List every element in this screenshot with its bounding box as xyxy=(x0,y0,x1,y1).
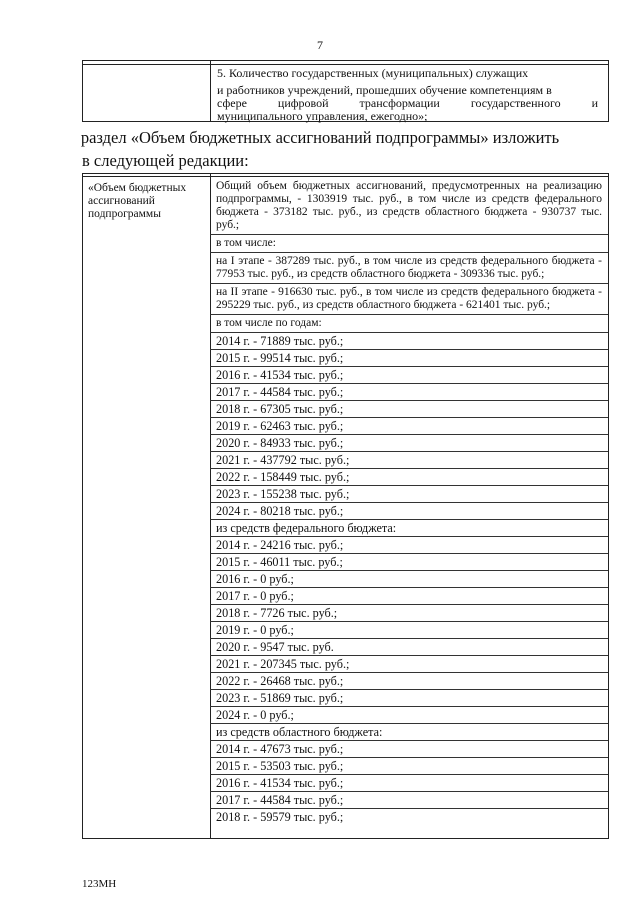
federal-year-row: 2017 г. - 0 руб.; xyxy=(210,587,608,604)
column-divider xyxy=(210,61,211,121)
budget-label: «Объем бюджетных ассигнований подпрограммы xyxy=(88,182,187,220)
indicator-line-1: 5. Количество государственных (муниципальных) служащих xyxy=(217,66,529,80)
year-total-row: 2019 г. - 62463 тыс. руб.; xyxy=(210,417,608,434)
previous-table-fragment xyxy=(82,60,609,122)
federal-year-row: 2020 г. - 9547 тыс. руб. xyxy=(210,638,608,655)
year-total-row: 2016 г. - 41534 тыс. руб.; xyxy=(210,366,608,383)
table-top-rule xyxy=(83,64,608,65)
footer-code: 123МН xyxy=(82,878,117,890)
budget-paragraph: в том числе по годам: xyxy=(210,314,608,332)
federal-year-row: 2019 г. - 0 руб.; xyxy=(210,621,608,638)
intro-line-2: в следующей редакции: xyxy=(82,151,249,170)
federal-year-row: 2024 г. - 0 руб.; xyxy=(210,706,608,723)
year-total-row: 2023 г. - 155238 тыс. руб.; xyxy=(210,485,608,502)
year-total-row: 2024 г. - 80218 тыс. руб.; xyxy=(210,502,608,519)
intro-line-1: раздел «Объем бюджетных ассигнований подпрограммы» изложить xyxy=(80,128,560,147)
indicator-line-3: сфере цифровой трансформации государственного и xyxy=(217,96,598,110)
regional-year-row: 2016 г. - 41534 тыс. руб.; xyxy=(210,774,608,791)
budget-paragraph: на I этапе - 387289 тыс. руб., в том числе из средств федерального бюджета - 77953 тыс. руб., из средств областного бюджета - 309336 тыс. руб.; xyxy=(210,252,608,283)
page-number: 7 xyxy=(317,38,323,52)
budget-paragraph: на II этапе - 916630 тыс. руб., в том числе из средств федерального бюджета - 295229 тыс. руб., из средств областного бюджета - 621401 тыс. руб.; xyxy=(210,283,608,314)
federal-year-row: 2018 г. - 7726 тыс. руб.; xyxy=(210,604,608,621)
regional-year-row: 2015 г. - 53503 тыс. руб.; xyxy=(210,757,608,774)
year-total-row: 2015 г. - 99514 тыс. руб.; xyxy=(210,349,608,366)
federal-year-row: 2023 г. - 51869 тыс. руб.; xyxy=(210,689,608,706)
year-total-row: 2014 г. - 71889 тыс. руб.; xyxy=(210,332,608,349)
federal-year-row: 2021 г. - 207345 тыс. руб.; xyxy=(210,655,608,672)
indicator-line-4: муниципального управления, ежегодно»; xyxy=(217,109,428,123)
regional-year-row: 2017 г. - 44584 тыс. руб.; xyxy=(210,791,608,808)
federal-year-row: 2015 г. - 46011 тыс. руб.; xyxy=(210,553,608,570)
federal-year-row: 2016 г. - 0 руб.; xyxy=(210,570,608,587)
budget-table xyxy=(82,173,609,839)
year-total-row: 2017 г. - 44584 тыс. руб.; xyxy=(210,383,608,400)
year-total-row: 2022 г. - 158449 тыс. руб.; xyxy=(210,468,608,485)
regional-year-row: 2014 г. - 47673 тыс. руб.; xyxy=(210,740,608,757)
regional-year-row: 2018 г. - 59579 тыс. руб.; xyxy=(210,808,608,825)
year-total-row: 2021 г. - 437792 тыс. руб.; xyxy=(210,451,608,468)
indicator-text xyxy=(217,67,598,123)
federal-heading: из средств федерального бюджета: xyxy=(210,519,608,536)
indicator-line-2: и работников учреждений, прошедших обучение компетенциям в xyxy=(217,83,552,97)
year-total-row: 2020 г. - 84933 тыс. руб.; xyxy=(210,434,608,451)
budget-paragraph: в том числе: xyxy=(210,234,608,252)
budget-rows xyxy=(210,178,608,825)
table-top-rule xyxy=(83,176,608,177)
regional-heading: из средств областного бюджета: xyxy=(210,723,608,740)
budget-paragraph: Общий объем бюджетных ассигнований, предусмотренных на реализацию подпрограммы, - 1303919 тыс. руб., в том числе из средств федерального бюджета - 373182 тыс. руб., из средств областного бюджета - 930737 тыс. руб.; xyxy=(216,180,602,231)
federal-year-row: 2022 г. - 26468 тыс. руб.; xyxy=(210,672,608,689)
federal-year-row: 2014 г. - 24216 тыс. руб.; xyxy=(210,536,608,553)
year-total-row: 2018 г. - 67305 тыс. руб.; xyxy=(210,400,608,417)
